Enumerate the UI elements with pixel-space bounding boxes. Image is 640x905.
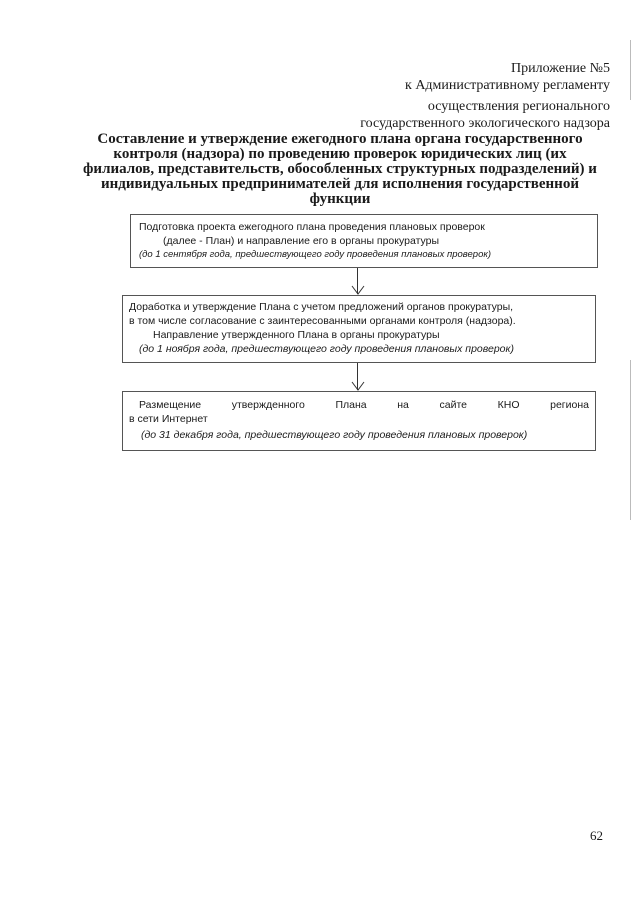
appendix-reference-cont: осуществления регионального	[427, 99, 610, 114]
step-3-word: КНО	[497, 399, 520, 411]
appendix-number: Приложение №5	[511, 61, 610, 76]
step-2-text-cont: в том числе согласование с заинтересованными органами контроля (надзора).	[129, 315, 516, 327]
page-number: 62	[590, 828, 603, 843]
flow-step-2	[122, 295, 596, 363]
step-3-word: сайте	[439, 399, 467, 411]
step-2-deadline: (до 1 ноября года, предшествующего году проведения плановых проверок)	[139, 343, 514, 355]
step-1-deadline: (до 1 сентября года, предшествующего году проведения плановых проверок)	[139, 249, 492, 260]
flow-arrow-2	[351, 363, 365, 391]
step-3-word: Размещение	[139, 399, 202, 411]
arrow-down-icon	[351, 381, 365, 391]
step-3-word: Плана	[335, 399, 367, 411]
scan-edge-mark	[630, 40, 631, 100]
step-2-text: Доработка и утверждение Плана с учетом предложений органов прокуратуры,	[129, 301, 514, 313]
arrow-down-icon	[351, 285, 365, 295]
step-3-word: утвержденного	[231, 399, 305, 411]
flow-arrow-1	[351, 268, 365, 295]
appendix-reference: к Административному регламенту	[405, 78, 610, 93]
flow-step-1	[130, 214, 598, 268]
step-3-text	[129, 398, 589, 412]
step-3-word: региона	[550, 399, 589, 411]
step-3-text-cont: в сети Интернет	[129, 413, 208, 425]
step-1-text-cont: (далее - План) и направление его в органы прокуратуры	[163, 235, 440, 247]
title-line-5: функции	[309, 191, 371, 207]
title-line-2: контроля (надзора) по проведению проверок юридических лиц (их	[113, 146, 567, 162]
step-3-word: на	[397, 399, 409, 411]
step-1-text: Подготовка проекта ежегодного плана проведения плановых проверок	[139, 221, 485, 233]
title-line-1: Составление и утверждение ежегодного плана органа государственного	[97, 131, 583, 147]
title-line-3: филиалов, представительств, обособленных структурных подразделений) и	[83, 161, 597, 177]
appendix-header	[290, 60, 610, 132]
appendix-reference-end: государственного экологического надзора	[360, 116, 610, 131]
document-title	[60, 132, 620, 207]
flow-step-3	[122, 391, 596, 451]
step-3-deadline: (до 31 декабря года, предшествующего году проведения плановых проверок)	[141, 429, 528, 441]
scan-edge-mark	[630, 360, 631, 520]
step-2-text-send: Направление утвержденного Плана в органы прокуратуры	[153, 329, 440, 341]
title-line-4: индивидуальных предпринимателей для исполнения государственной	[101, 176, 579, 192]
